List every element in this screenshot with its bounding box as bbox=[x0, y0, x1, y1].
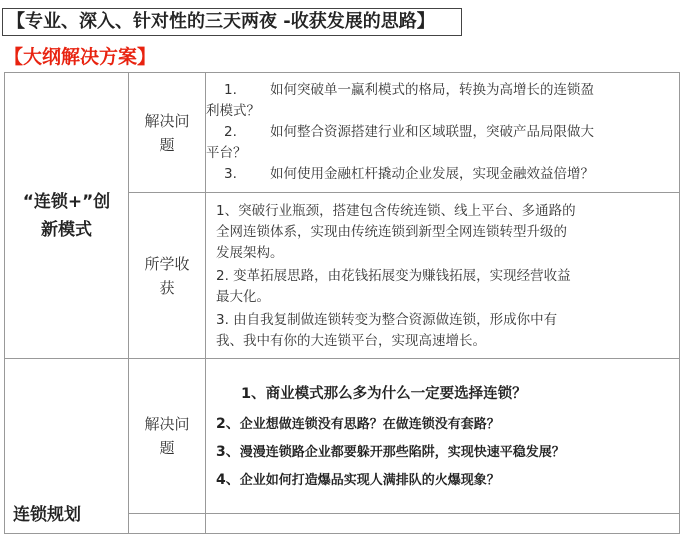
topic-cell bbox=[5, 359, 129, 534]
topic-label-line2: 新模式 bbox=[41, 219, 92, 240]
table-row bbox=[5, 73, 680, 193]
list-item: 3. 如何使用金融杠杆撬动企业发展，实现金融效益倍增？ bbox=[224, 166, 594, 182]
problems-label-cell bbox=[129, 73, 206, 193]
list-item: 利模式？ bbox=[206, 103, 260, 119]
gains-cell bbox=[206, 193, 680, 359]
list-item: 4、企业如何打造爆品实现人满排队的火爆现象？ bbox=[216, 471, 500, 488]
problems-label-line1: 解决问 bbox=[144, 415, 190, 433]
topic-label: 连锁规划 bbox=[13, 505, 81, 525]
table-row bbox=[5, 359, 680, 514]
topic-label-line1: “连锁+”创 bbox=[22, 191, 111, 212]
problems-label-cell bbox=[129, 359, 206, 514]
list-item: 2. 如何整合资源搭建行业和区域联盟，突破产品局限做大 bbox=[224, 124, 594, 140]
problems-label-line2: 题 bbox=[159, 135, 175, 154]
list-item: 2、企业想做连锁没有思路？在做连锁没有套路？ bbox=[216, 415, 500, 432]
course-header: 【专业、深入、针对性的三天两夜 -收获发展的思路】 bbox=[2, 8, 462, 36]
list-item: 1、商业模式那么多为什么一定要选择连锁？ bbox=[241, 385, 527, 402]
list-item: 3. 由自我复制做连锁转变为整合资源做连锁，形成你中有 我、我中有你的大连锁平台，实现高速增长。 bbox=[216, 312, 558, 349]
empty-cell bbox=[206, 514, 680, 534]
list-item: 1、突破行业瓶颈，搭建包含传统连锁、线上平台、多通路的 全网连锁体系，实现由传统连锁到新型全网连锁转型升级的 发展架构。 bbox=[216, 203, 576, 261]
list-item: 3、漫漫连锁路企业都要躲开那些陷阱，实现快速平稳发展？ bbox=[216, 443, 565, 460]
problems-label-line2: 题 bbox=[159, 439, 175, 457]
problems-cell bbox=[206, 359, 680, 514]
list-item: 平台？ bbox=[206, 145, 247, 161]
gains-label-line1: 所学收 bbox=[144, 254, 190, 273]
empty-cell bbox=[129, 514, 206, 534]
topic-cell bbox=[5, 73, 129, 359]
section-title: 【大纲解决方案】 bbox=[4, 46, 157, 68]
problems-cell bbox=[206, 73, 680, 193]
outline-table bbox=[4, 72, 680, 534]
gains-label-cell bbox=[129, 193, 206, 359]
list-item: 1. 如何突破单一赢利模式的格局，转换为高增长的连锁盈 bbox=[224, 82, 594, 98]
problems-label-line1: 解决问 bbox=[144, 111, 190, 130]
gains-label-line2: 获 bbox=[159, 278, 175, 297]
list-item: 2. 变革拓展思路，由花钱拓展变为赚钱拓展，实现经营收益 最大化。 bbox=[216, 268, 571, 305]
